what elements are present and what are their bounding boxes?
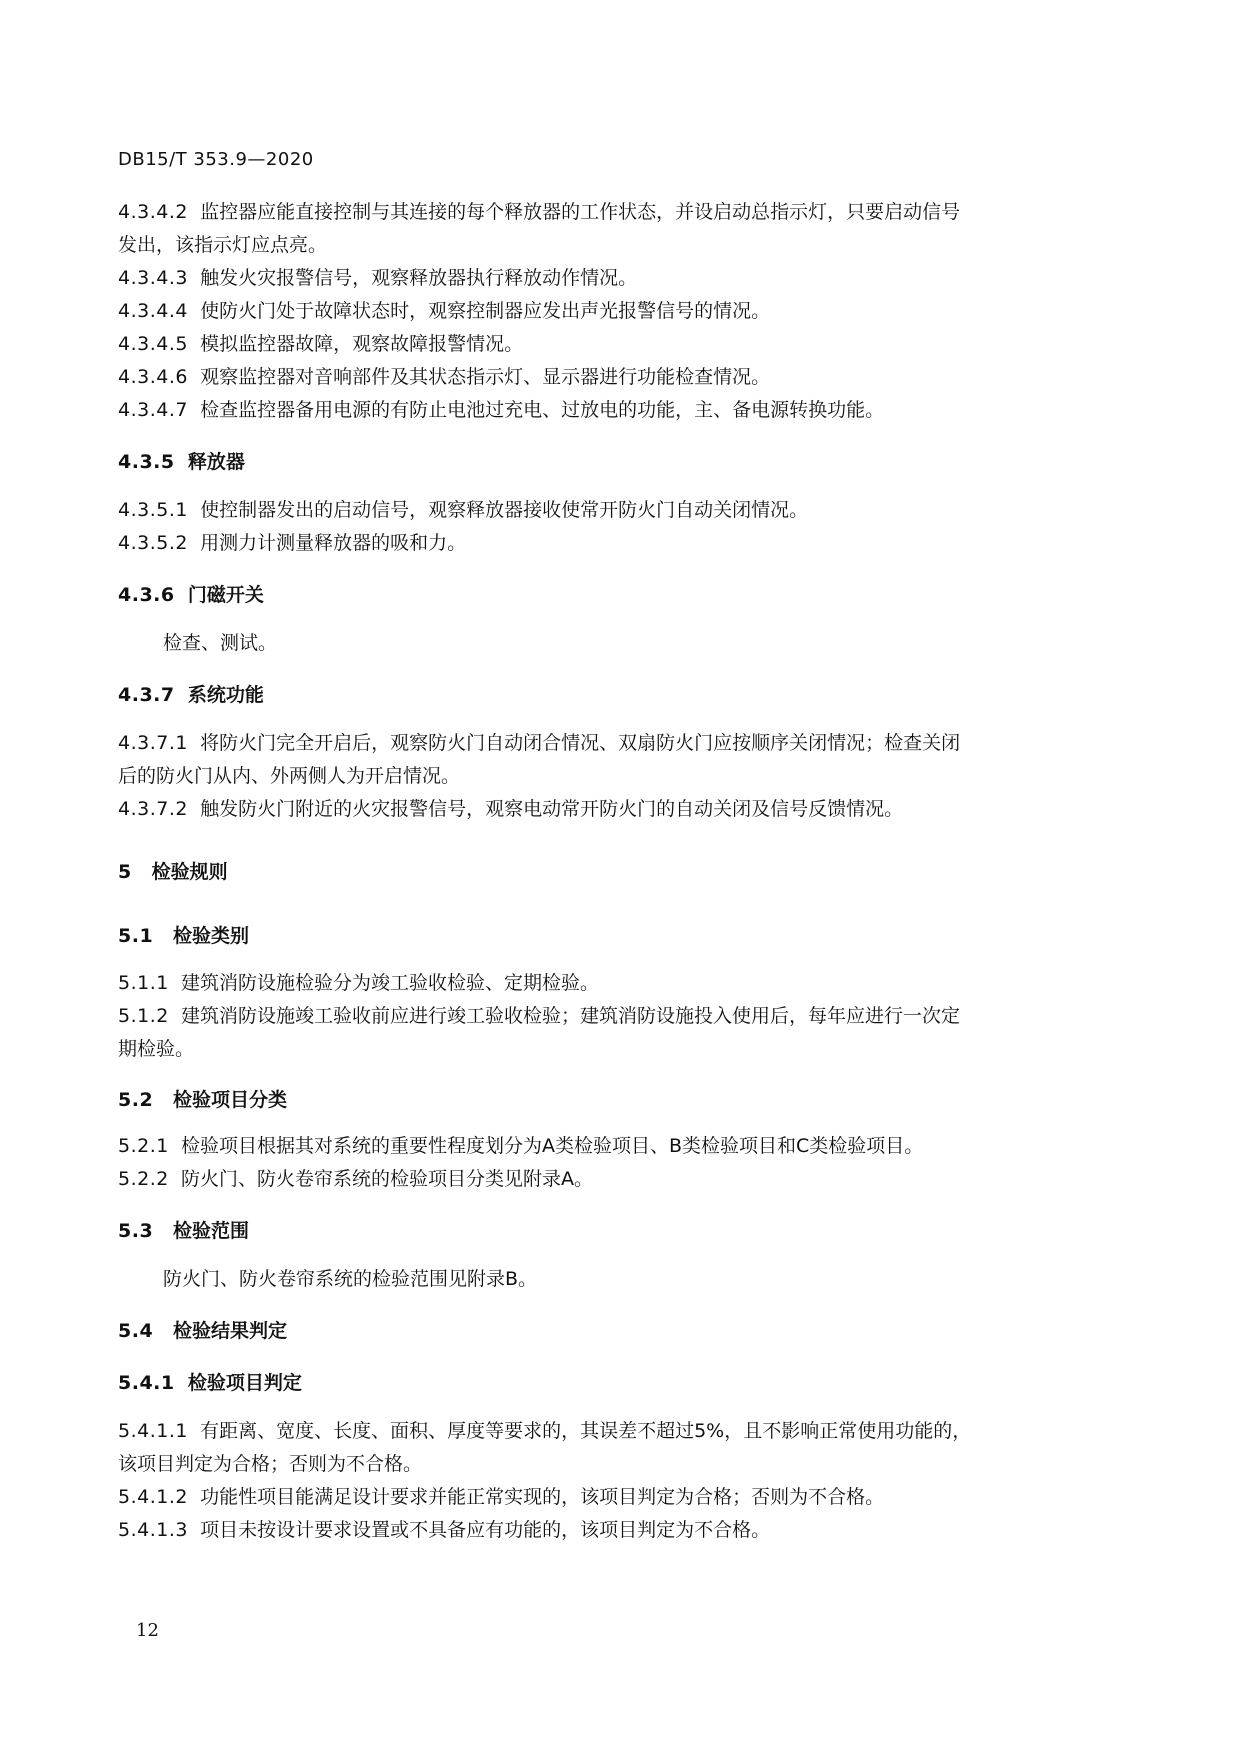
heading-5-2: [118, 1084, 1103, 1117]
clause-number: 4.3.7.2: [118, 798, 188, 820]
heading-text: 释放器: [187, 451, 245, 473]
heading-number: 5.4.1: [118, 1372, 175, 1394]
clause-text: 项目未按设计要求设置或不具备应有功能的，该项目判定为不合格。: [200, 1519, 771, 1541]
clause-4-3-4-4: [118, 295, 1103, 328]
clause-4-3-5-2: [118, 527, 1103, 560]
heading-text: 检验项目判定: [187, 1372, 302, 1394]
clause-text-cont: 期检验。: [118, 1038, 195, 1060]
page-number: 12: [136, 1620, 159, 1641]
heading-5-4: [118, 1315, 1103, 1348]
clause-text: 监控器应能直接控制与其连接的每个释放器的工作状态，并设启动总指示灯，只要启动信号: [200, 201, 961, 223]
clause-text: 模拟监控器故障，观察故障报警情况。: [200, 333, 524, 355]
clause-5-2-1: [118, 1130, 1103, 1163]
clause-number: 4.3.4.4: [118, 300, 188, 322]
heading-number: 4.3.5: [118, 451, 175, 473]
clause-number: 4.3.5.1: [118, 499, 188, 521]
heading-5-4-1: [118, 1367, 1103, 1400]
clause-5-1-2: [118, 1000, 1103, 1066]
heading-4-3-5: [118, 446, 1103, 479]
heading-text: 系统功能: [187, 684, 264, 706]
clause-5-4-1-3: [118, 1514, 1103, 1547]
clause-text-cont: 发出，该指示灯应点亮。: [118, 234, 328, 256]
clause-text-cont: 后的防火门从内、外两侧人为开启情况。: [118, 765, 461, 787]
heading-number: 5.2: [118, 1089, 154, 1111]
paragraph-text: 检查、测试。: [163, 632, 278, 654]
clause-4-3-4-7: [118, 394, 1103, 427]
heading-number: 5.3: [118, 1220, 154, 1242]
clause-4-3-7-2: [118, 793, 1103, 826]
clause-number: 5.4.1.3: [118, 1519, 188, 1541]
clause-text: 触发火灾报警信号，观察释放器执行释放动作情况。: [200, 267, 638, 289]
clause-4-3-5-1: [118, 494, 1103, 527]
heading-text: 门磁开关: [187, 584, 264, 606]
clause-number: 5.4.1.1: [118, 1420, 188, 1442]
clause-text: 建筑消防设施检验分为竣工验收检验、定期检验。: [180, 972, 599, 994]
clause-number: 4.3.4.7: [118, 399, 188, 421]
clause-text: 使防火门处于故障状态时，观察控制器应发出声光报警信号的情况。: [200, 300, 771, 322]
heading-text: 检验结果判定: [173, 1320, 288, 1342]
clause-number: 4.3.4.3: [118, 267, 188, 289]
clause-number: 5.1.2: [118, 1005, 169, 1027]
heading-5-1: [118, 920, 1103, 953]
clause-text: 检查监控器备用电源的有防止电池过充电、过放电的功能，主、备电源转换功能。: [200, 399, 885, 421]
paragraph-5-3: [163, 1263, 1148, 1296]
clause-5-4-1-2: [118, 1481, 1103, 1514]
heading-number: 4.3.7: [118, 684, 175, 706]
clause-number: 4.3.7.1: [118, 732, 188, 754]
heading-5-3: [118, 1215, 1103, 1248]
clause-text: 检验项目根据其对系统的重要性程度划分为A类检验项目、B类检验项目和C类检验项目。: [180, 1135, 924, 1157]
clause-number: 5.4.1.2: [118, 1486, 188, 1508]
heading-text: 检验项目分类: [173, 1089, 288, 1111]
clause-text-cont: 该项目判定为合格；否则为不合格。: [118, 1453, 423, 1475]
clause-number: 4.3.4.5: [118, 333, 188, 355]
clause-text: 建筑消防设施竣工验收前应进行竣工验收检验；建筑消防设施投入使用后，每年应进行一次定: [180, 1005, 960, 1027]
clause-text: 防火门、防火卷帘系统的检验项目分类见附录A。: [180, 1168, 593, 1190]
document-id: DB15/T 353.9—2020: [118, 149, 314, 170]
clause-5-4-1-1: [118, 1415, 1103, 1481]
clause-4-3-7-1: [118, 727, 1103, 793]
clause-number: 5.2.1: [118, 1135, 169, 1157]
heading-number: 5.4: [118, 1320, 154, 1342]
clause-text: 用测力计测量释放器的吸和力。: [200, 532, 467, 554]
clause-4-3-4-6: [118, 361, 1103, 394]
clause-5-1-1: [118, 967, 1103, 1000]
clause-text: 将防火门完全开启后，观察防火门自动闭合情况、双扇防火门应按顺序关闭情况；检查关闭: [200, 732, 961, 754]
heading-5: [118, 856, 1103, 889]
heading-number: 5: [118, 861, 132, 883]
clause-4-3-4-3: [118, 262, 1103, 295]
paragraph-4-3-6: [163, 627, 1148, 660]
clause-5-2-2: [118, 1163, 1103, 1196]
clause-number: 4.3.5.2: [118, 532, 188, 554]
clause-text: 有距离、宽度、长度、面积、厚度等要求的，其误差不超过5%，且不影响正常使用功能的，: [200, 1420, 972, 1442]
clause-4-3-4-2: [118, 196, 1103, 262]
heading-text: 检验范围: [173, 1220, 250, 1242]
clause-number: 5.2.2: [118, 1168, 169, 1190]
clause-4-3-4-5: [118, 328, 1103, 361]
clause-text: 观察监控器对音响部件及其状态指示灯、显示器进行功能检查情况。: [200, 366, 771, 388]
heading-text: 检验类别: [173, 925, 250, 947]
clause-text: 功能性项目能满足设计要求并能正常实现的，该项目判定为合格；否则为不合格。: [200, 1486, 885, 1508]
heading-4-3-7: [118, 679, 1103, 712]
paragraph-text: 防火门、防火卷帘系统的检验范围见附录B。: [163, 1268, 538, 1290]
clause-text: 触发防火门附近的火灾报警信号，观察电动常开防火门的自动关闭及信号反馈情况。: [200, 798, 904, 820]
heading-text: 检验规则: [151, 861, 228, 883]
clause-number: 4.3.4.6: [118, 366, 188, 388]
clause-text: 使控制器发出的启动信号，观察释放器接收使常开防火门自动关闭情况。: [200, 499, 809, 521]
heading-number: 5.1: [118, 925, 154, 947]
heading-4-3-6: [118, 579, 1103, 612]
clause-number: 4.3.4.2: [118, 201, 188, 223]
clause-number: 5.1.1: [118, 972, 169, 994]
heading-number: 4.3.6: [118, 584, 175, 606]
